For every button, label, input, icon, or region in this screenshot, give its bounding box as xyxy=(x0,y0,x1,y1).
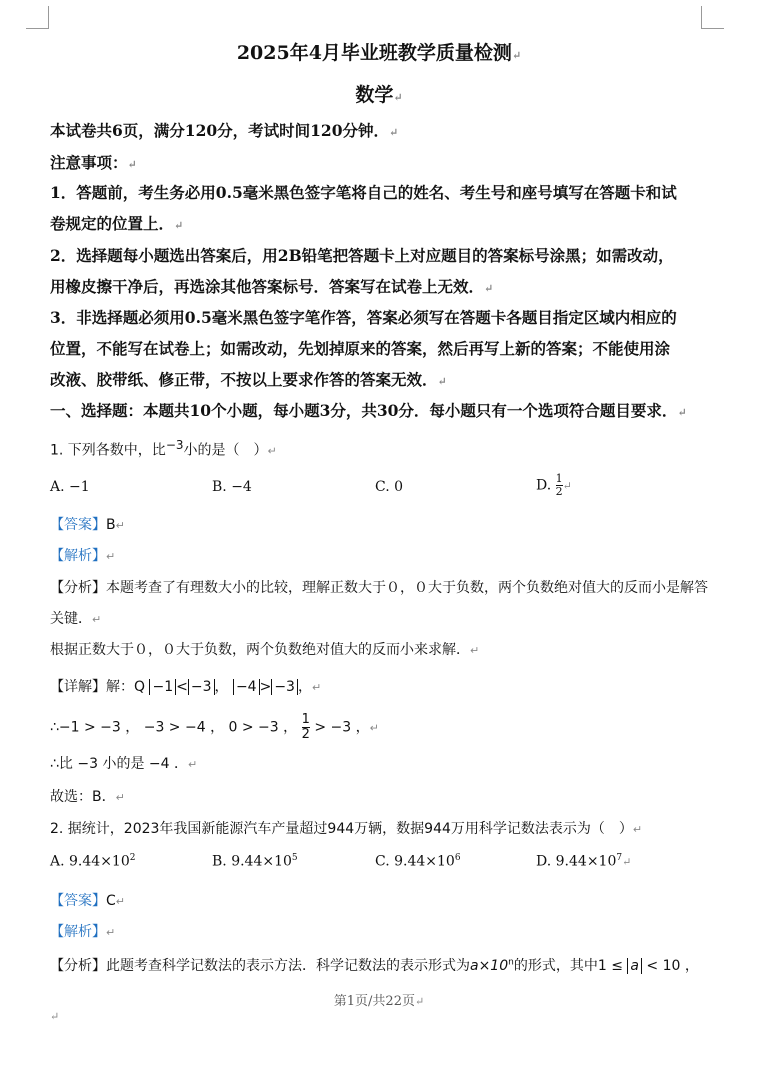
subject-title: 数学↵ xyxy=(355,84,403,106)
q2-stem: 2. 据统计，2023年我国新能源汽车产量超过944万辆，数据944万用科学记数法表示为（ ）↵ xyxy=(50,821,643,837)
notice-line-7: 改液、胶带纸、修正带，不按以上要求作答的答案无效．↵ xyxy=(50,370,447,389)
q2-option-d: D. $9.44\times 10^7↵$ xyxy=(536,853,632,870)
section-heading: 一、选择题：本题共10个小题，每小题3分，共30分．每小题只有一个选项符合题目要求．↵ xyxy=(50,401,687,420)
notice-line-3: 2．选择题每小题选出答案后，用2B铅笔把答题卡上对应题目的答案标号涂黑；如需改动， xyxy=(50,246,674,265)
q1-basis: 根据正数大于０，０大于负数，两个负数绝对值大的反而小来求解．↵ xyxy=(50,642,480,658)
q2-analysis-tag: 【解析】↵ xyxy=(50,924,116,940)
notice-line-2: 卷规定的位置上．↵ xyxy=(50,214,184,233)
crop-mark-top-right xyxy=(701,6,724,29)
q1-option-d: D. $\frac{1}{2}$ ↵ xyxy=(536,472,572,498)
q2-fenxi: 【分析】此题考查科学记数法的表示方法．科学记数法的表示形式为$a\times 10^n$的形式，其中1 ≤ a < 10 ， xyxy=(50,957,699,974)
notice-line-6: 位置，不能写在试卷上；如需改动，先划掉原来的答案，然后再写上新的答案；不能使用涂 xyxy=(50,339,671,358)
q1-option-c: C. 0 xyxy=(375,479,404,495)
q2-option-b: B. $9.44\times 10^5$ xyxy=(212,853,298,870)
page-title: 2025年4月毕业班教学质量检测↵ xyxy=(236,42,522,64)
q1-conclusion: 故选：B．↵ xyxy=(50,789,125,805)
q2-option-a: A. $9.44\times 10^2$ xyxy=(50,853,136,870)
q1-fenxi-2: 关键．↵ xyxy=(50,611,102,627)
paragraph-mark: ↵ xyxy=(50,1010,60,1023)
q1-option-a: A. −1 xyxy=(50,479,90,495)
notice-title: 注意事项：↵ xyxy=(50,153,137,172)
intro-line: 本试卷共6页，满分120分，考试时间120分钟．↵ xyxy=(50,121,399,140)
q2-answer: 【答案】C↵ xyxy=(50,893,125,909)
q1-detail: 【详解】解：Q −1 < −3 ， −4 > −3 ，↵ xyxy=(50,679,322,695)
notice-line-4: 用橡皮擦干净后，再选涂其他答案标号．答案写在试卷上无效．↵ xyxy=(50,277,494,296)
q1-answer: 【答案】B↵ xyxy=(50,517,125,533)
q1-therefore-2: ∴比 −3 小的是 −4 ．↵ xyxy=(50,756,198,772)
crop-mark-top-left xyxy=(26,6,49,29)
q1-fenxi-1: 【分析】本题考查了有理数大小的比较，理解正数大于０，０大于负数，两个负数绝对值大的反而小是解答 xyxy=(50,580,708,596)
q1-analysis-tag: 【解析】↵ xyxy=(50,548,116,564)
q1-option-b: B. −4 xyxy=(212,479,252,495)
page-footer: 第1页/共22页↵ xyxy=(333,994,425,1009)
notice-line-1: 1．答题前，考生务必用0.5毫米黑色签字笔将自己的姓名、考生号和座号填写在答题卡和试 xyxy=(50,183,677,202)
q2-option-c: C. $9.44\times 10^6$ xyxy=(375,853,461,870)
q1-therefore-1: ∴−1 > −3 ， −3 > −4 ， 0 > −3 ， $\frac{1}{2}$ > −3 ，↵ xyxy=(50,712,379,742)
q1-stem: 1. 下列各数中，比$^{-3}$小的是（ ）↵ xyxy=(50,438,277,459)
notice-line-5: 3．非选择题必须用0.5毫米黑色签字笔作答，答案必须写在答题卡各题目指定区域内相应的 xyxy=(50,308,677,327)
